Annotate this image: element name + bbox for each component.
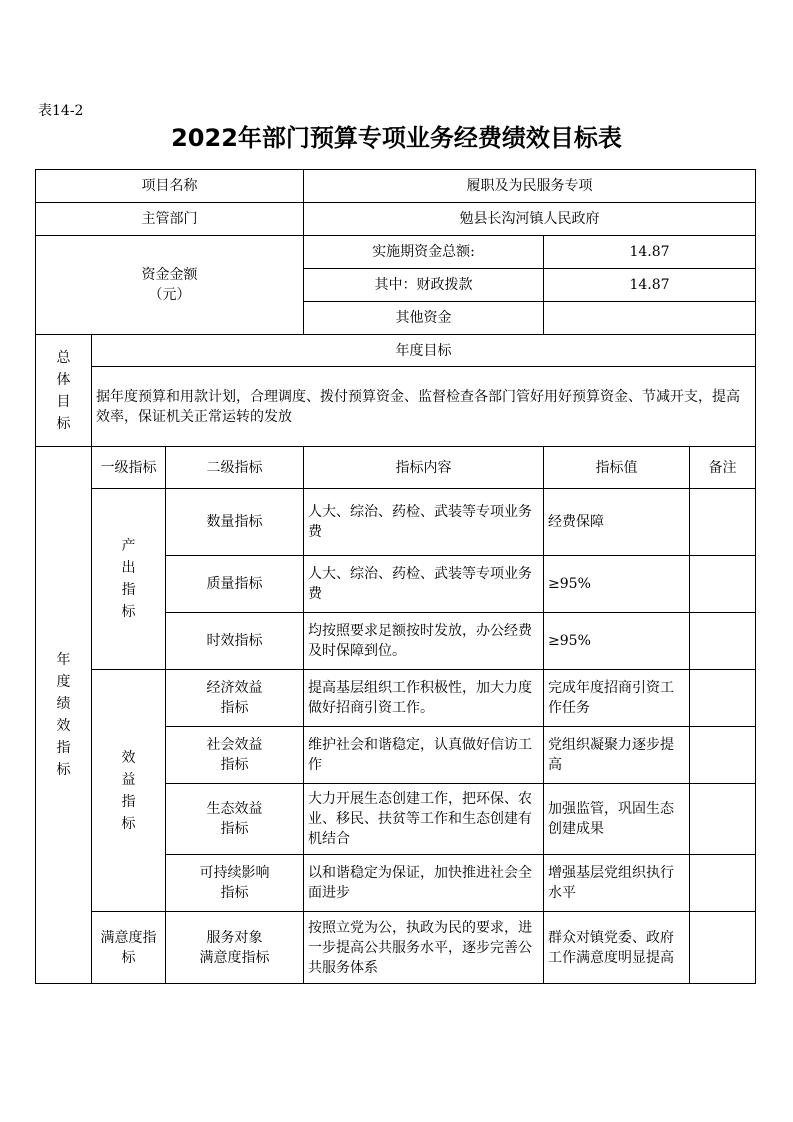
indicator-header-row xyxy=(36,447,756,489)
level2-cell xyxy=(166,670,304,727)
output-indicator-char: 指 xyxy=(121,582,136,598)
content-cell: 人大、综治、药检、武装等专项业务费 xyxy=(304,489,544,556)
level2-line: 服务对象 xyxy=(206,929,263,946)
level2-line: 指标 xyxy=(220,821,249,837)
overall-goal-header-row xyxy=(36,335,756,367)
header-value: 指标值 xyxy=(544,447,690,489)
level2-cell xyxy=(166,912,304,984)
level2-cell: 质量指标 xyxy=(166,556,304,613)
funds-other-value xyxy=(544,302,756,335)
content-cell: 提高基层组织工作积极性，加大力度做好招商引资工作。 xyxy=(304,670,544,727)
level1-line: 标 xyxy=(121,949,136,966)
department-value: 勉县长沟河镇人民政府 xyxy=(304,203,756,236)
level2-line: 社会效益 xyxy=(206,737,263,753)
note-cell xyxy=(690,670,756,727)
note-cell xyxy=(690,613,756,670)
overall-goal-char: 标 xyxy=(56,415,71,432)
table-row xyxy=(36,912,756,984)
benefit-indicator-char: 益 xyxy=(121,771,136,788)
level2-cell: 时效指标 xyxy=(166,613,304,670)
funds-total-row xyxy=(36,236,756,269)
overall-goal-label xyxy=(36,335,92,447)
note-cell xyxy=(690,912,756,984)
annual-indicator-char: 绩 xyxy=(56,696,71,712)
output-indicator-char: 产 xyxy=(121,538,136,554)
value-cell: 增强基层党组织执行水平 xyxy=(544,855,690,912)
annual-indicator-char: 标 xyxy=(56,762,71,778)
level2-line: 可持续影响 xyxy=(199,865,270,881)
funds-label xyxy=(36,236,304,335)
content-cell: 人大、综治、药检、武装等专项业务费 xyxy=(304,556,544,613)
annual-indicator-char: 年 xyxy=(56,652,71,668)
department-label: 主管部门 xyxy=(36,203,304,236)
level2-line: 满意度指标 xyxy=(199,949,270,966)
annual-indicator-char: 指 xyxy=(56,740,71,756)
table-row xyxy=(36,670,756,727)
benefit-indicator-char: 指 xyxy=(121,793,136,810)
value-cell: 经费保障 xyxy=(544,489,690,556)
value-cell: 完成年度招商引资工作任务 xyxy=(544,670,690,727)
benefit-indicator-char: 标 xyxy=(121,815,136,832)
funds-label-line1: 资金金额 xyxy=(141,267,198,283)
level2-line: 指标 xyxy=(220,885,249,901)
level1-line: 满意度指 xyxy=(100,929,157,946)
annual-goal-text: 据年度预算和用款计划，合理调度、拨付预算资金、监督检查各部门管好用好预算资金、节减开支，提高效率，保证机关正常运转的发放 xyxy=(92,367,756,447)
annual-indicator-char: 效 xyxy=(56,718,71,734)
project-value: 履职及为民服务专项 xyxy=(304,170,756,203)
output-indicator-char: 出 xyxy=(121,560,136,576)
benefit-indicator-char: 效 xyxy=(121,749,136,766)
level2-cell xyxy=(166,784,304,855)
annual-indicator-char: 度 xyxy=(56,674,71,690)
table-number: 表14-2 xyxy=(38,103,84,119)
note-cell xyxy=(690,784,756,855)
level2-line: 经济效益 xyxy=(206,680,263,696)
annual-goal-label: 年度目标 xyxy=(92,335,756,367)
value-cell: ≥95% xyxy=(544,556,690,613)
header-content: 指标内容 xyxy=(304,447,544,489)
value-cell: 加强监管，巩固生态创建成果 xyxy=(544,784,690,855)
annual-goal-row xyxy=(36,367,756,447)
table-row xyxy=(36,489,756,556)
project-label: 项目名称 xyxy=(36,170,304,203)
funds-total-label: 实施期资金总额: xyxy=(304,236,544,269)
header-level2: 二级指标 xyxy=(166,447,304,489)
level2-cell xyxy=(166,855,304,912)
funds-other-label: 其他资金 xyxy=(304,302,544,335)
value-cell: 党组织凝聚力逐步提高 xyxy=(544,727,690,784)
project-row xyxy=(36,170,756,203)
note-cell xyxy=(690,727,756,784)
satisfaction-level1 xyxy=(92,912,166,984)
overall-goal-char: 体 xyxy=(56,371,71,388)
benefit-indicator-label xyxy=(92,670,166,912)
value-cell: ≥95% xyxy=(544,613,690,670)
content-cell: 均按照要求足额按时发放，办公经费及时保障到位。 xyxy=(304,613,544,670)
annual-indicator-label xyxy=(36,447,92,984)
level2-line: 生态效益 xyxy=(206,801,263,817)
level2-line: 指标 xyxy=(220,700,249,716)
funds-fiscal-label: 其中：财政拨款 xyxy=(304,269,544,302)
output-indicator-label xyxy=(92,489,166,670)
performance-table xyxy=(35,169,756,984)
content-cell: 以和谐稳定为保证，加快推进社会全面进步 xyxy=(304,855,544,912)
level2-cell: 数量指标 xyxy=(166,489,304,556)
content-cell: 按照立党为公，执政为民的要求，进一步提高公共服务水平，逐步完善公共服务体系 xyxy=(304,912,544,984)
level2-cell xyxy=(166,727,304,784)
overall-goal-char: 总 xyxy=(56,349,71,366)
content-cell: 维护社会和谐稳定，认真做好信访工作 xyxy=(304,727,544,784)
output-indicator-char: 标 xyxy=(121,604,136,620)
level2-line: 指标 xyxy=(220,757,249,773)
note-cell xyxy=(690,855,756,912)
department-row xyxy=(36,203,756,236)
value-cell: 群众对镇党委、政府工作满意度明显提高 xyxy=(544,912,690,984)
note-cell xyxy=(690,556,756,613)
page-title: 2022年部门预算专项业务经费绩效目标表 xyxy=(171,124,622,152)
header-note: 备注 xyxy=(690,447,756,489)
content-cell: 大力开展生态创建工作，把环保、农业、移民、扶贫等工作和生态创建有机结合 xyxy=(304,784,544,855)
funds-total-value: 14.87 xyxy=(544,236,756,269)
funds-fiscal-value: 14.87 xyxy=(544,269,756,302)
note-cell xyxy=(690,489,756,556)
overall-goal-char: 目 xyxy=(56,393,71,410)
header-level1: 一级指标 xyxy=(92,447,166,489)
funds-label-line2: （元） xyxy=(148,287,191,303)
